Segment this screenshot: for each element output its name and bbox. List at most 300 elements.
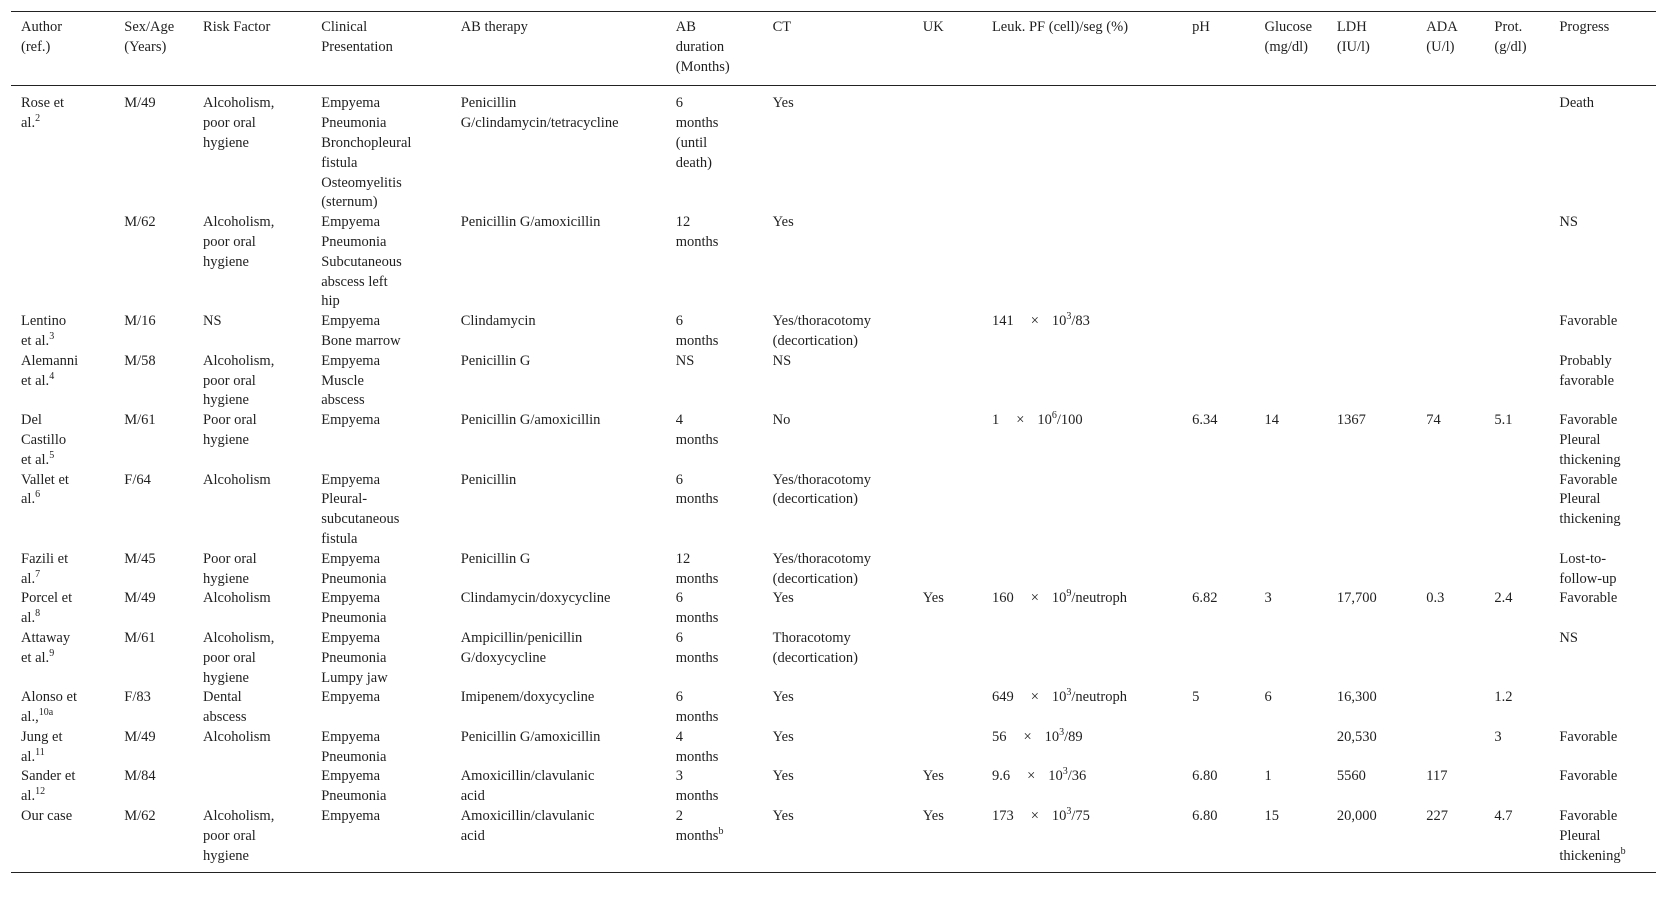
cell-ab-therapy (451, 728, 666, 768)
leuk-exponent: 9 (1066, 588, 1072, 600)
column-header (1549, 12, 1656, 86)
cell-progress (1549, 728, 1656, 768)
cell-protein (1484, 86, 1549, 213)
cell-line: 6 (675, 689, 683, 706)
cell-line: Progress (1559, 19, 1610, 35)
cell-ada-value: 74 (1426, 412, 1441, 429)
cell-ct (763, 629, 913, 688)
cell-sex-age-value: F/64 (124, 471, 151, 488)
cell-line: Pneumonia (321, 788, 387, 805)
cell-leukocytes (982, 728, 1182, 768)
cell-line: 12 (675, 550, 691, 567)
leuk-exponent: 3 (1062, 766, 1068, 778)
cell-line: abscess left (321, 273, 388, 290)
column-header (451, 12, 666, 86)
cell-glucose (1254, 86, 1326, 213)
leuk-base: 10 (1037, 412, 1052, 429)
cell-glucose (1254, 728, 1326, 768)
footnote-marker: 11 (35, 746, 45, 758)
cell-ada (1416, 213, 1484, 312)
column-header (1182, 12, 1254, 86)
leuk-count: 649 (991, 689, 1014, 706)
leuk-base: 10 (1051, 689, 1067, 706)
cell-clinical-presentation (311, 86, 450, 213)
cell-ph (1182, 589, 1254, 629)
cell-uk (913, 312, 982, 352)
cell-protein (1484, 312, 1549, 352)
cell-line: Empyema (321, 412, 381, 429)
leuk-rest: /neutroph (1071, 689, 1127, 706)
cell-ph (1182, 728, 1254, 768)
cell-glucose-value: 1 (1264, 768, 1272, 785)
cell-ph-value: 6.34 (1192, 412, 1218, 429)
cell-line: thickening (1559, 451, 1621, 468)
cell-ab-duration (666, 550, 763, 590)
cell-ada (1416, 589, 1484, 629)
cell-line: UK (922, 19, 944, 35)
cell-line: al. (21, 570, 36, 587)
cell-uk (913, 411, 982, 470)
table-row (11, 312, 1656, 352)
footnote-marker: 6 (35, 489, 41, 501)
cell-line: Pneumonia (321, 610, 387, 627)
cell-risk-factor (193, 767, 311, 807)
cell-leukocytes (982, 471, 1182, 550)
cell-sex-age (114, 352, 193, 411)
cell-line: months (675, 788, 719, 805)
leuk-exponent: 3 (1066, 687, 1072, 699)
column-header (982, 12, 1182, 86)
cell-ab-therapy (451, 471, 666, 550)
cell-progress (1549, 352, 1656, 411)
cell-leukocytes (982, 312, 1182, 352)
table-row (11, 728, 1656, 768)
cell-line: Vallet et (21, 471, 69, 488)
cell-sex-age-value: M/58 (124, 352, 156, 369)
cell-ph-value: 6.80 (1192, 768, 1218, 785)
cell-ab-duration (666, 807, 763, 873)
cell-sex-age-value: M/16 (124, 313, 156, 330)
cell-clinical-presentation (311, 688, 450, 728)
cell-line (21, 708, 106, 728)
cell-ph (1182, 629, 1254, 688)
cell-line: Alcoholism (203, 590, 271, 607)
cell-line: Probably (1559, 352, 1612, 369)
cell-line: Pleural- (321, 491, 368, 508)
cell-ada (1416, 807, 1484, 873)
cell-glucose (1254, 688, 1326, 728)
cell-line: Alemanni (21, 352, 79, 369)
cell-line: Alcoholism, (203, 95, 275, 112)
cell-line: Penicillin G/amoxicillin (460, 214, 601, 231)
column-header (1254, 12, 1326, 86)
cell-ph (1182, 352, 1254, 411)
cell-progress (1549, 629, 1656, 688)
cell-author (11, 589, 114, 629)
cell-clinical-presentation (311, 352, 450, 411)
cell-ab-duration (666, 213, 763, 312)
cell-line (21, 649, 106, 669)
cell-ada (1416, 352, 1484, 411)
cell-line: Clinical (321, 19, 368, 35)
cell-leukocytes (982, 411, 1182, 470)
cell-ph (1182, 767, 1254, 807)
cell-sex-age (114, 86, 193, 213)
cell-line: Empyema (321, 550, 381, 567)
footnote-marker: 12 (35, 786, 46, 798)
cell-line: hygiene (203, 392, 249, 409)
cell-line: Jung et (21, 728, 63, 745)
cell-protein-value: 1.2 (1494, 689, 1513, 706)
cell-risk-factor (193, 86, 311, 213)
cell-line: 2 (675, 808, 683, 825)
cell-leukocytes (982, 589, 1182, 629)
cell-sex-age (114, 629, 193, 688)
cell-line: Alcoholism, (203, 352, 275, 369)
cell-line (21, 451, 106, 471)
cell-line: acid (460, 827, 485, 844)
times-sign: × (1027, 768, 1036, 785)
cell-line: (decortication) (772, 570, 858, 587)
cell-line: al., (21, 709, 39, 726)
cell-uk (913, 352, 982, 411)
cell-sex-age-value: M/84 (124, 768, 156, 785)
cell-protein-value: 5.1 (1494, 412, 1513, 429)
cell-ldh (1327, 767, 1416, 807)
cell-sex-age-value: F/83 (124, 689, 151, 706)
cell-line: Alcoholism, (203, 808, 275, 825)
cell-ph (1182, 312, 1254, 352)
cell-line: (Years) (124, 38, 167, 55)
cell-line: Favorable (1559, 590, 1618, 607)
column-header (311, 12, 450, 86)
cell-glucose (1254, 550, 1326, 590)
cell-progress (1549, 86, 1656, 213)
cell-ab-therapy (451, 352, 666, 411)
leuk-exponent: 3 (1059, 726, 1065, 738)
cell-line: (ref.) (21, 38, 51, 55)
cell-ab-duration (666, 312, 763, 352)
cell-line: Favorable (1559, 313, 1618, 330)
cell-line: abscess (321, 392, 365, 409)
cell-protein (1484, 550, 1549, 590)
cell-line: thickening (1559, 511, 1621, 528)
cell-line: al. (21, 491, 36, 508)
cell-protein (1484, 411, 1549, 470)
cell-line: favorable (1559, 372, 1615, 389)
cell-line (676, 827, 755, 847)
times-sign: × (1030, 689, 1039, 706)
cell-ab-therapy (451, 807, 666, 873)
cell-line: 6 (675, 629, 683, 646)
cell-line: poor oral (203, 233, 256, 250)
cell-ab-therapy (451, 629, 666, 688)
column-header (1484, 12, 1549, 86)
cell-line: fistula (321, 154, 358, 171)
cell-clinical-presentation (311, 767, 450, 807)
cell-line (21, 372, 106, 392)
cell-ab-therapy (451, 589, 666, 629)
cell-line: hygiene (203, 431, 249, 448)
cell-line: 12 (675, 214, 691, 231)
cell-clinical-presentation (311, 589, 450, 629)
cell-line: Penicillin (460, 95, 517, 112)
cell-line: Ampicillin/penicillin (460, 629, 583, 646)
cell-uk (913, 471, 982, 550)
cell-glucose (1254, 213, 1326, 312)
cell-ph-value: 6.80 (1192, 808, 1218, 825)
cell-clinical-presentation (311, 213, 450, 312)
table-row (11, 589, 1656, 629)
cell-line: Amoxicillin/clavulanic (460, 768, 595, 785)
column-header (114, 12, 193, 86)
cell-glucose (1254, 312, 1326, 352)
cell-ab-therapy (451, 86, 666, 213)
cell-progress (1549, 471, 1656, 550)
cell-line: Yes (772, 590, 794, 607)
cell-line: Amoxicillin/clavulanic (460, 808, 595, 825)
cell-leukocytes (982, 550, 1182, 590)
cell-glucose-value: 6 (1264, 689, 1272, 706)
cell-author (11, 688, 114, 728)
cell-glucose (1254, 629, 1326, 688)
leuk-rest: /83 (1071, 313, 1090, 330)
cell-ct (763, 312, 913, 352)
cell-ldh (1327, 550, 1416, 590)
cell-line: NS (203, 313, 222, 330)
cell-line: (g/dl) (1494, 38, 1527, 55)
cell-line: 6 (675, 471, 683, 488)
leuk-base: 10 (1051, 313, 1067, 330)
leuk-rest: /36 (1067, 768, 1087, 785)
cell-line: Pneumonia (321, 570, 387, 587)
cell-line: Death (1559, 95, 1594, 112)
table-row (11, 550, 1656, 590)
cell-ct (763, 213, 913, 312)
cell-sex-age (114, 550, 193, 590)
cell-line: months (675, 115, 719, 132)
cell-glucose (1254, 589, 1326, 629)
cell-line: AB (675, 19, 696, 35)
cell-glucose-value: 3 (1264, 590, 1272, 607)
cell-risk-factor (193, 728, 311, 768)
cell-protein (1484, 688, 1549, 728)
cell-line: 4 (675, 728, 683, 745)
cell-ph (1182, 86, 1254, 213)
cell-ph-value: 5 (1192, 689, 1200, 706)
cell-line: hip (321, 293, 340, 310)
cell-line: ADA (1426, 19, 1458, 35)
cell-progress (1549, 213, 1656, 312)
cell-line: Penicillin (460, 471, 517, 488)
cell-line: al. (21, 115, 36, 132)
cell-line: months (675, 827, 719, 844)
cell-risk-factor (193, 688, 311, 728)
table-row (11, 213, 1656, 312)
cell-uk-value: Yes (922, 808, 944, 825)
cell-clinical-presentation (311, 728, 450, 768)
cell-line: NS (1559, 629, 1578, 646)
cell-line: (sternum) (321, 194, 378, 211)
cell-line: (decortication) (772, 491, 858, 508)
cell-line: 6 (675, 590, 683, 607)
cell-risk-factor (193, 312, 311, 352)
cell-line: months (675, 332, 719, 349)
cell-ph (1182, 688, 1254, 728)
cell-line (21, 609, 106, 629)
cell-uk-value: Yes (922, 590, 944, 607)
column-header (193, 12, 311, 86)
cell-author (11, 312, 114, 352)
cell-sex-age (114, 807, 193, 873)
cell-line: Del (21, 412, 42, 429)
footnote-marker: 10a (38, 707, 54, 719)
leuk-base: 10 (1048, 768, 1063, 785)
cell-line: Empyema (321, 313, 381, 330)
cell-protein-value: 4.7 (1494, 808, 1513, 825)
cell-ldh (1327, 807, 1416, 873)
footnote-marker: 4 (49, 370, 55, 382)
cell-protein-value: 2.4 (1494, 590, 1513, 607)
footnote-marker: 7 (35, 568, 41, 580)
cell-progress (1549, 550, 1656, 590)
cell-uk (913, 728, 982, 768)
cell-ct (763, 807, 913, 873)
cell-author (11, 411, 114, 470)
cell-ab-therapy (451, 213, 666, 312)
cell-line (21, 332, 106, 352)
cell-sex-age (114, 767, 193, 807)
cell-ab-therapy (451, 550, 666, 590)
cell-protein (1484, 352, 1549, 411)
cell-line: Penicillin G/amoxicillin (460, 728, 601, 745)
table-row (11, 688, 1656, 728)
cell-glucose (1254, 471, 1326, 550)
cell-ldh (1327, 629, 1416, 688)
leuk-exponent: 3 (1066, 806, 1072, 818)
cell-line (21, 114, 106, 134)
cell-ldh-value: 5560 (1336, 768, 1366, 785)
cell-line: Yes (772, 214, 794, 231)
cell-line: Presentation (321, 38, 393, 55)
cell-ab-therapy (451, 688, 666, 728)
cell-leukocytes (982, 629, 1182, 688)
footnote-marker: 9 (49, 647, 55, 659)
cell-ab-duration (666, 767, 763, 807)
cell-progress (1549, 411, 1656, 470)
cell-ph (1182, 411, 1254, 470)
cell-line: abscess (203, 709, 247, 726)
cell-line: Muscle (321, 372, 364, 389)
cell-line: Prot. (1494, 19, 1523, 35)
leuk-base: 10 (1051, 808, 1067, 825)
cell-risk-factor (193, 629, 311, 688)
cell-ldh-value: 20,000 (1336, 808, 1377, 825)
leuk-base: 10 (1051, 590, 1067, 607)
cell-line: Empyema (321, 95, 381, 112)
cell-ada-value: 0.3 (1426, 590, 1445, 607)
cell-ab-duration (666, 86, 763, 213)
leuk-count: 9.6 (991, 768, 1011, 785)
cell-line: Bone marrow (321, 332, 401, 349)
cell-ldh (1327, 589, 1416, 629)
footnote-marker: b (1620, 845, 1626, 857)
cell-ab-therapy (451, 767, 666, 807)
cell-author (11, 471, 114, 550)
cell-leukocytes (982, 688, 1182, 728)
cell-line: fistula (321, 530, 358, 547)
cell-line: Empyema (321, 629, 381, 646)
cell-ab-duration (666, 471, 763, 550)
times-sign: × (1030, 590, 1039, 607)
leuk-exponent: 3 (1066, 311, 1072, 323)
cell-ph (1182, 213, 1254, 312)
cell-line: Favorable (1559, 808, 1618, 825)
cell-ct (763, 589, 913, 629)
cell-line: Clindamycin/doxycycline (460, 590, 611, 607)
cell-line: Alcoholism (203, 728, 271, 745)
cell-line: LDH (1336, 19, 1367, 35)
cell-line: Subcutaneous (321, 253, 402, 270)
leuk-base: 10 (1044, 728, 1060, 745)
cell-glucose (1254, 807, 1326, 873)
cell-ada (1416, 471, 1484, 550)
cell-line: Pleural (1559, 827, 1601, 844)
cell-line: Empyema (321, 728, 381, 745)
leuk-count: 141 (991, 313, 1014, 330)
cell-uk (913, 550, 982, 590)
cell-ct (763, 688, 913, 728)
cell-ldh (1327, 312, 1416, 352)
cell-line: et al. (21, 649, 50, 666)
cell-line: Yes/thoracotomy (772, 313, 872, 330)
cell-line (21, 787, 106, 807)
cell-line: Imipenem/doxycycline (460, 689, 595, 706)
cell-ab-duration (666, 352, 763, 411)
leuk-exponent: 6 (1051, 410, 1057, 422)
cell-author (11, 807, 114, 873)
cell-protein (1484, 471, 1549, 550)
cell-risk-factor (193, 550, 311, 590)
cell-line: Alcoholism, (203, 214, 275, 231)
cell-line: poor oral (203, 115, 256, 132)
cell-sex-age-value: M/49 (124, 728, 156, 745)
cell-ada-value: 227 (1426, 808, 1449, 825)
cell-line: et al. (21, 372, 50, 389)
cell-line: pH (1192, 19, 1210, 35)
cell-sex-age-value: M/49 (124, 590, 156, 607)
cell-line: hygiene (203, 847, 249, 864)
cell-sex-age (114, 471, 193, 550)
cell-line: Empyema (321, 590, 381, 607)
cell-line: CT (772, 19, 792, 35)
cell-line: Favorable (1559, 728, 1618, 745)
cell-ldh (1327, 352, 1416, 411)
cell-line: 4 (675, 412, 683, 429)
cell-leukocytes (982, 86, 1182, 213)
cell-uk (913, 629, 982, 688)
cell-ada (1416, 629, 1484, 688)
cell-risk-factor (193, 807, 311, 873)
cell-risk-factor (193, 411, 311, 470)
cell-line: Favorable (1559, 412, 1618, 429)
table-row (11, 807, 1656, 873)
leuk-rest: /89 (1064, 728, 1083, 745)
cell-line: Our case (21, 808, 73, 825)
cell-ldh (1327, 86, 1416, 213)
cell-line: death) (675, 154, 712, 171)
cell-line: Yes (772, 728, 794, 745)
